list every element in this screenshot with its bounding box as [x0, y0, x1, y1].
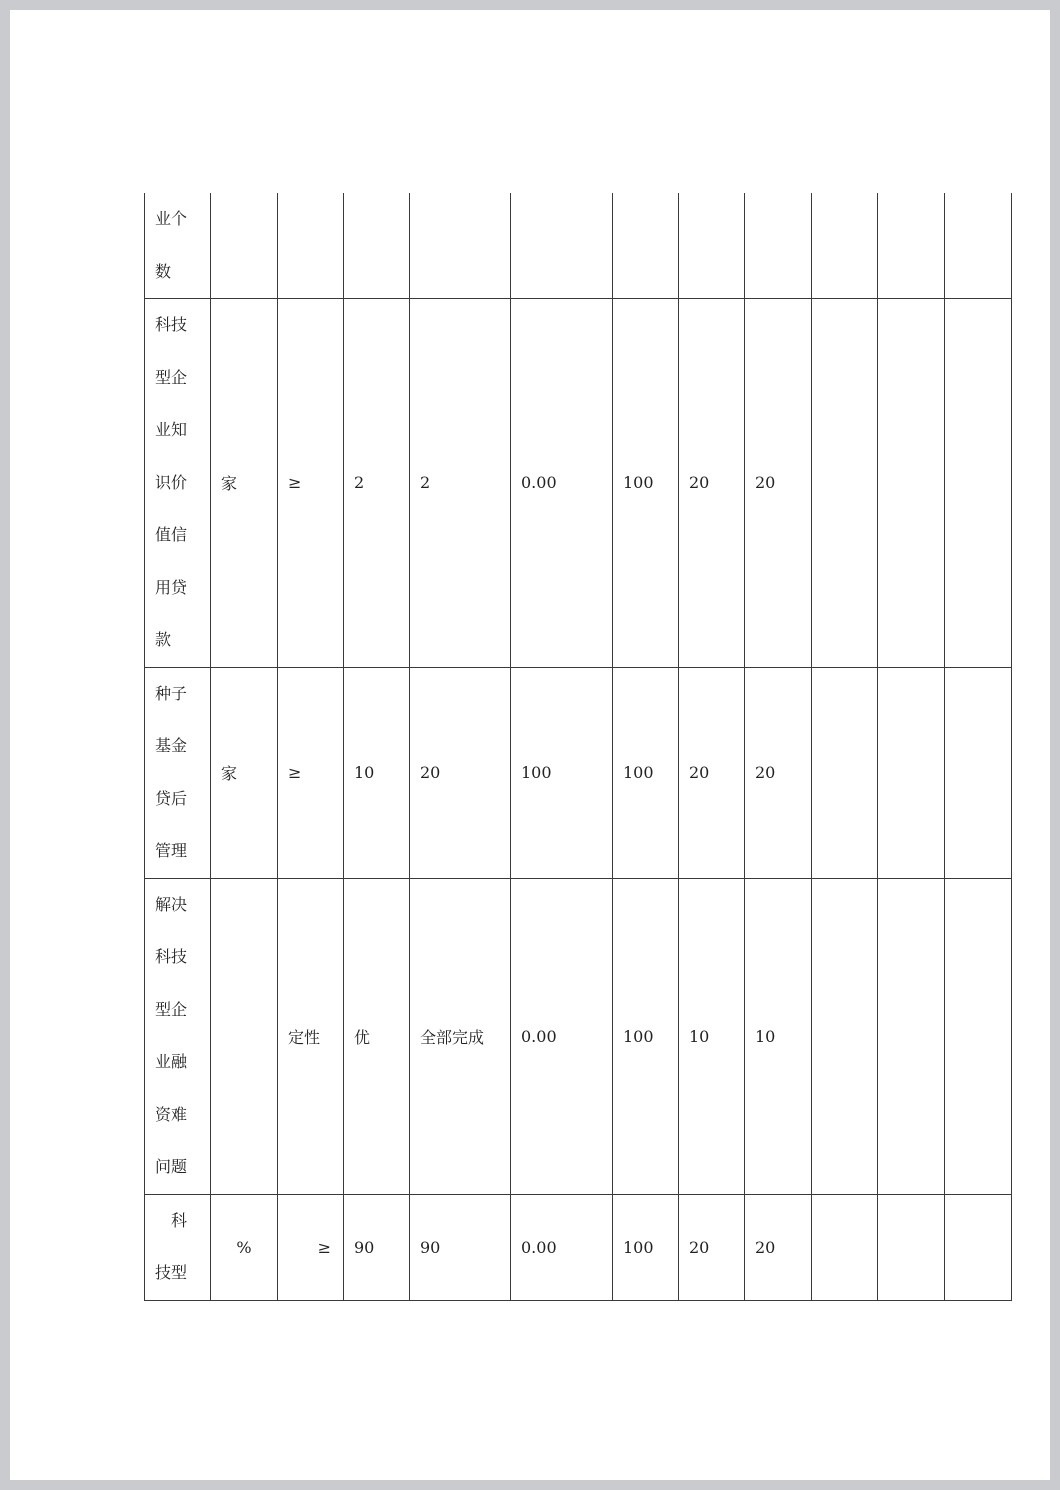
indicator-name-line: 型企: [155, 367, 188, 387]
full-score-cell: 100: [613, 299, 679, 668]
target-value-cell: 90: [344, 1194, 410, 1300]
empty-cell: [945, 1194, 1012, 1300]
performance-indicator-table: [144, 193, 1012, 1301]
indicator-name-line: 业知: [155, 420, 188, 439]
actual-value-cell: 90: [410, 1194, 511, 1300]
unit-cell: %: [211, 1194, 278, 1300]
weight-cell: 20: [679, 667, 745, 878]
indicator-name-line: 基金: [155, 736, 188, 755]
indicator-name-line: 型企: [155, 999, 188, 1019]
table-row: [145, 667, 1012, 878]
indicator-name-line: 贷后: [155, 788, 188, 808]
target-value-cell: 10: [344, 667, 410, 878]
score-cell: 20: [745, 299, 812, 668]
table-row: [145, 299, 1012, 668]
indicator-name-cell: [145, 667, 211, 878]
full-score-cell: 100: [613, 1194, 679, 1300]
full-score-cell: 100: [613, 667, 679, 878]
unit-cell: [211, 193, 278, 299]
indicator-name-line: 科: [171, 1210, 188, 1230]
indicator-name-line: 数: [155, 261, 172, 281]
rate-cell: [511, 193, 613, 299]
actual-value-cell: [410, 193, 511, 299]
indicator-name-cell: [145, 299, 211, 668]
rate-cell: 0.00: [511, 299, 613, 668]
empty-cell: [812, 193, 878, 299]
empty-cell: [945, 193, 1012, 299]
weight-cell: 10: [679, 878, 745, 1194]
indicator-name-line: 用贷: [155, 577, 188, 597]
indicator-name-line: 资难: [155, 1104, 188, 1124]
indicator-name-line: 科技: [155, 315, 188, 334]
indicator-name-line: 业个: [155, 209, 188, 228]
empty-cell: [945, 667, 1012, 878]
rate-cell: 100: [511, 667, 613, 878]
full-score-cell: [613, 193, 679, 299]
score-cell: [745, 193, 812, 299]
unit-cell: [211, 878, 278, 1194]
operator-cell: 定性: [278, 878, 344, 1194]
table-row: [145, 1194, 1012, 1300]
empty-cell: [945, 299, 1012, 668]
table-row: [145, 193, 1012, 299]
indicator-name-line: 管理: [155, 841, 188, 860]
indicator-name-line: 种子: [155, 683, 188, 703]
operator-cell: [278, 193, 344, 299]
actual-value-cell: 2: [410, 299, 511, 668]
operator-cell: ≥: [278, 1194, 344, 1300]
indicator-name-line: 值信: [155, 525, 188, 544]
indicator-name-line: 科技: [155, 947, 188, 966]
empty-cell: [812, 1194, 878, 1300]
document-page: [10, 10, 1050, 1480]
empty-cell: [878, 299, 945, 668]
empty-cell: [812, 878, 878, 1194]
target-value-cell: [344, 193, 410, 299]
full-score-cell: 100: [613, 878, 679, 1194]
table-row: [145, 878, 1012, 1194]
target-value-cell: 优: [344, 878, 410, 1194]
empty-cell: [812, 299, 878, 668]
indicator-name-line: 解决: [155, 894, 188, 914]
actual-value-cell: 全部完成: [410, 878, 511, 1194]
target-value-cell: 2: [344, 299, 410, 668]
empty-cell: [878, 878, 945, 1194]
empty-cell: [878, 193, 945, 299]
empty-cell: [878, 1194, 945, 1300]
indicator-name-cell: [145, 878, 211, 1194]
weight-cell: 20: [679, 1194, 745, 1300]
operator-cell: ≥: [278, 299, 344, 668]
unit-cell: 家: [211, 299, 278, 668]
weight-cell: 20: [679, 299, 745, 668]
score-cell: 20: [745, 667, 812, 878]
indicator-name-line: 识价: [155, 472, 188, 492]
weight-cell: [679, 193, 745, 299]
indicator-name-line: 问题: [155, 1157, 188, 1176]
score-cell: 20: [745, 1194, 812, 1300]
indicator-name-line: 款: [155, 630, 172, 649]
empty-cell: [878, 667, 945, 878]
score-cell: 10: [745, 878, 812, 1194]
operator-cell: ≥: [278, 667, 344, 878]
unit-cell: 家: [211, 667, 278, 878]
indicator-name-cell: [145, 193, 211, 299]
rate-cell: 0.00: [511, 878, 613, 1194]
empty-cell: [812, 667, 878, 878]
rate-cell: 0.00: [511, 1194, 613, 1300]
indicator-name-cell: [145, 1194, 211, 1300]
indicator-name-line: 技型: [155, 1263, 188, 1282]
actual-value-cell: 20: [410, 667, 511, 878]
empty-cell: [945, 878, 1012, 1194]
indicator-name-line: 业融: [155, 1052, 188, 1071]
